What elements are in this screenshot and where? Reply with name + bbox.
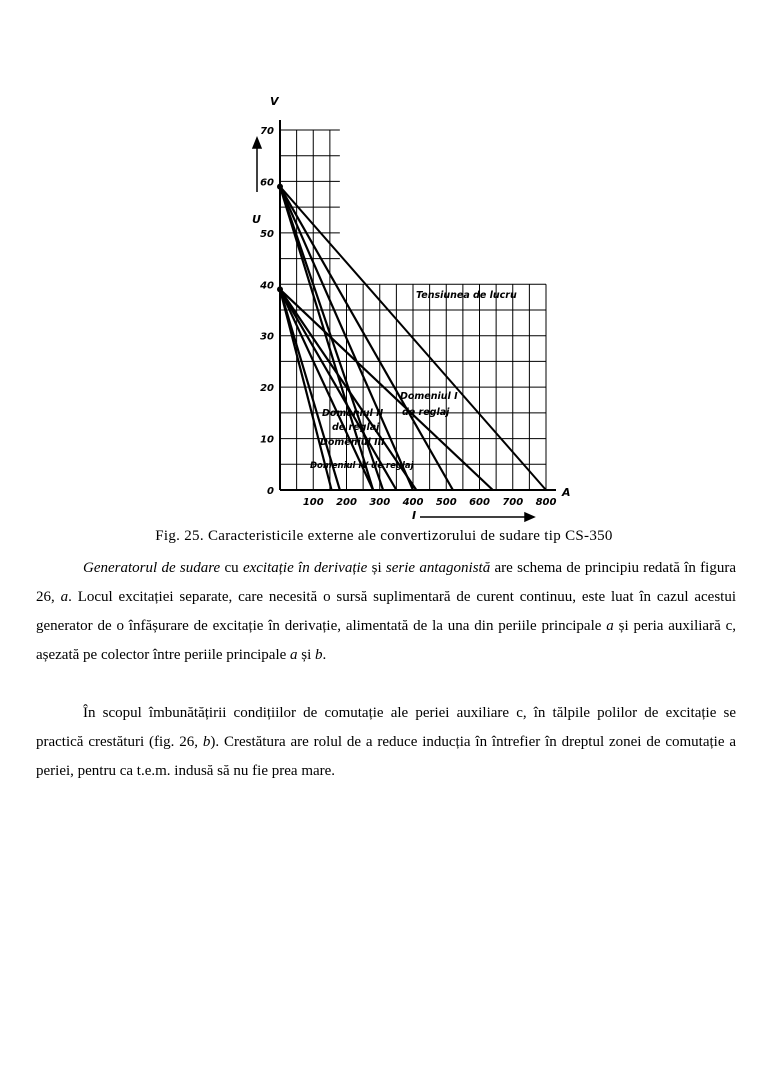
x-tick-label: 500 [435,497,457,508]
term-welding-generator: Generatorul de sudare [83,560,221,576]
grid [280,130,546,490]
paragraph-2 [36,699,736,786]
y-tick-label: 60 [260,177,274,189]
figure-25 [240,92,580,527]
start-point [277,184,283,190]
label-domain-1-line1: Domeniul I [400,391,458,402]
paragraph-1 [36,554,736,670]
x-tick-label: 800 [535,497,557,508]
label-domain-4: Domeniul IV de reglaj [310,461,414,471]
y-tick-label: 10 [260,434,274,446]
label-working-voltage: Tensiunea de lucru [416,290,517,301]
label-domain-3: Domeniul III [320,437,385,448]
x-tick-label: 200 [336,497,357,508]
x-tick-label: 100 [302,497,324,508]
text-run: și [367,560,386,576]
x-axis-quantity: I [412,509,417,522]
start-point [277,286,283,292]
y-tick-label: 0 [267,486,274,497]
italic-letter: a [60,589,69,605]
term-shunt-excitation: excitație în derivație [242,560,368,576]
italic-letter: a [290,647,298,663]
x-tick-label: 300 [369,497,391,508]
x-axis-unit: A [562,486,571,499]
external-characteristics-chart [240,92,580,527]
figure-caption: Fig. 25. Caracteristicile externe ale convertizorului de sudare tip CS-350 [155,528,613,544]
text-run: are schema de principiu redată în figura 26, [36,560,736,605]
x-tick-label: 700 [502,497,524,508]
series-lines [277,184,546,490]
y-axis-quantity: U [252,213,261,226]
text-run: și [297,647,316,663]
text-run: cu [220,560,243,576]
text-run: . [322,647,327,663]
label-domain-1-line2: de reglaj [402,407,450,418]
italic-letter: b [315,647,323,663]
label-domain-2-line1: Domeniul II [322,408,384,419]
x-tick-label: 400 [402,497,424,508]
text-run: ). Crestătura are rolul de a reduce inducția în întrefier în dreptul zonei de comutație a periei, pentru ca t.e.m. indusă să nu fie prea mare. [36,734,736,779]
text-run: În scopul îmbunătățirii condițiilor de comutație ale periei auxiliare c, în tălpile polilor de excitație se practică crestături (fig. 26, [36,705,736,750]
y-axis-unit: V [270,95,279,108]
text-run: și peria auxiliară c, așezată pe colector între periile principale [36,618,736,663]
y-tick-label: 20 [260,383,274,395]
x-tick-label: 600 [469,497,490,508]
label-domain-2-line2: de reglaj [332,422,380,433]
italic-letter: b [202,734,211,750]
axes [280,120,556,490]
characteristic-line [280,289,373,490]
italic-letter: a [606,618,614,634]
y-tick-label: 50 [260,228,274,240]
characteristic-line [280,289,493,490]
text-run: . Locul excitației separate, care necesită o sursă suplimentară de curent continuu, este luat în cazul acestui generator de o înfășurare de excitație în derivație, alimentată de la una din periile principale [36,589,737,634]
y-tick-label: 30 [260,331,274,343]
y-tick-label: 70 [260,126,274,137]
y-tick-label: 40 [260,280,274,292]
characteristic-line [280,289,332,490]
characteristic-line [280,289,340,490]
term-antagonist-series: serie antagonistă [385,560,491,576]
